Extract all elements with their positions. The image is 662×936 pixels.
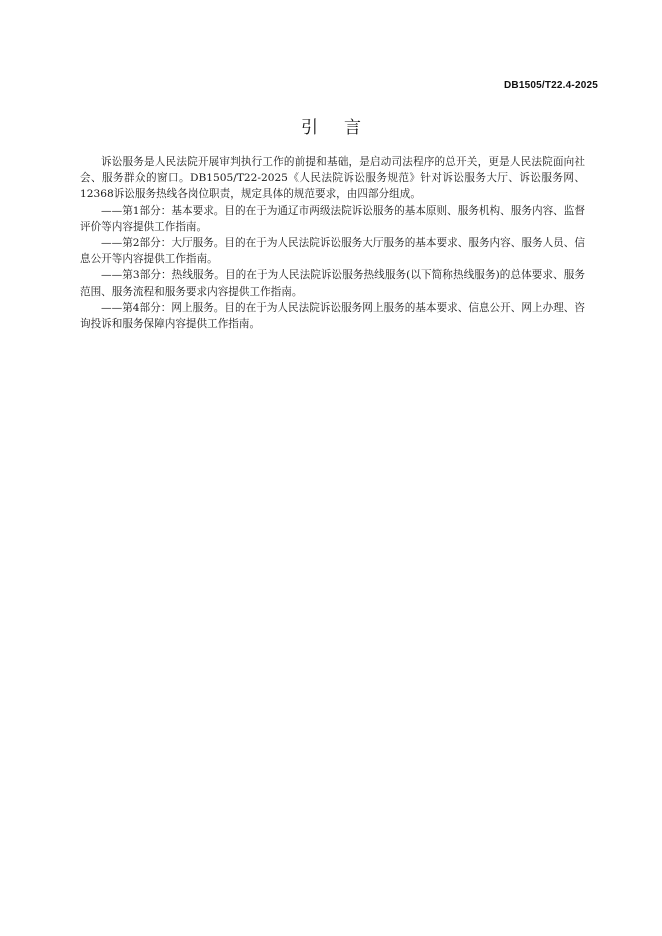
intro-paragraph: 诉讼服务是人民法院开展审判执行工作的前提和基础，是启动司法程序的总开关，更是人民法院面向社会、服务群众的窗口。DB1505/T22-2025《人民法院诉讼服务规范》针对诉讼服务大厅、诉讼服务网、12368诉讼服务热线各岗位职责，规定具体的规范要求，由四部分组成。 [80,156,585,201]
part-4-paragraph: ——第4部分：网上服务。目的在于为人民法院诉讼服务网上服务的基本要求、信息公开、网上办理、咨询投诉和服务保障内容提供工作指南。 [80,301,585,331]
part-3-paragraph: ——第3部分：热线服务。目的在于为人民法院诉讼服务热线服务(以下简称热线服务)的总体要求、服务范围、服务流程和服务要求内容提供工作指南。 [80,269,585,298]
part-1-paragraph: ——第1部分：基本要求。目的在于为通辽市两级法院诉讼服务的基本原则、服务机构、服务内容、监督评价等内容提供工作指南。 [80,204,585,233]
document-code: DB1505/T22.4-2025 [503,80,598,91]
body-text [80,154,585,332]
part-2-paragraph: ——第2部分：大厅服务。目的在于为人民法院诉讼服务大厅服务的基本要求、服务内容、服务人员、信息公开等内容提供工作指南。 [80,237,585,266]
page-title: 引言 [301,118,387,138]
